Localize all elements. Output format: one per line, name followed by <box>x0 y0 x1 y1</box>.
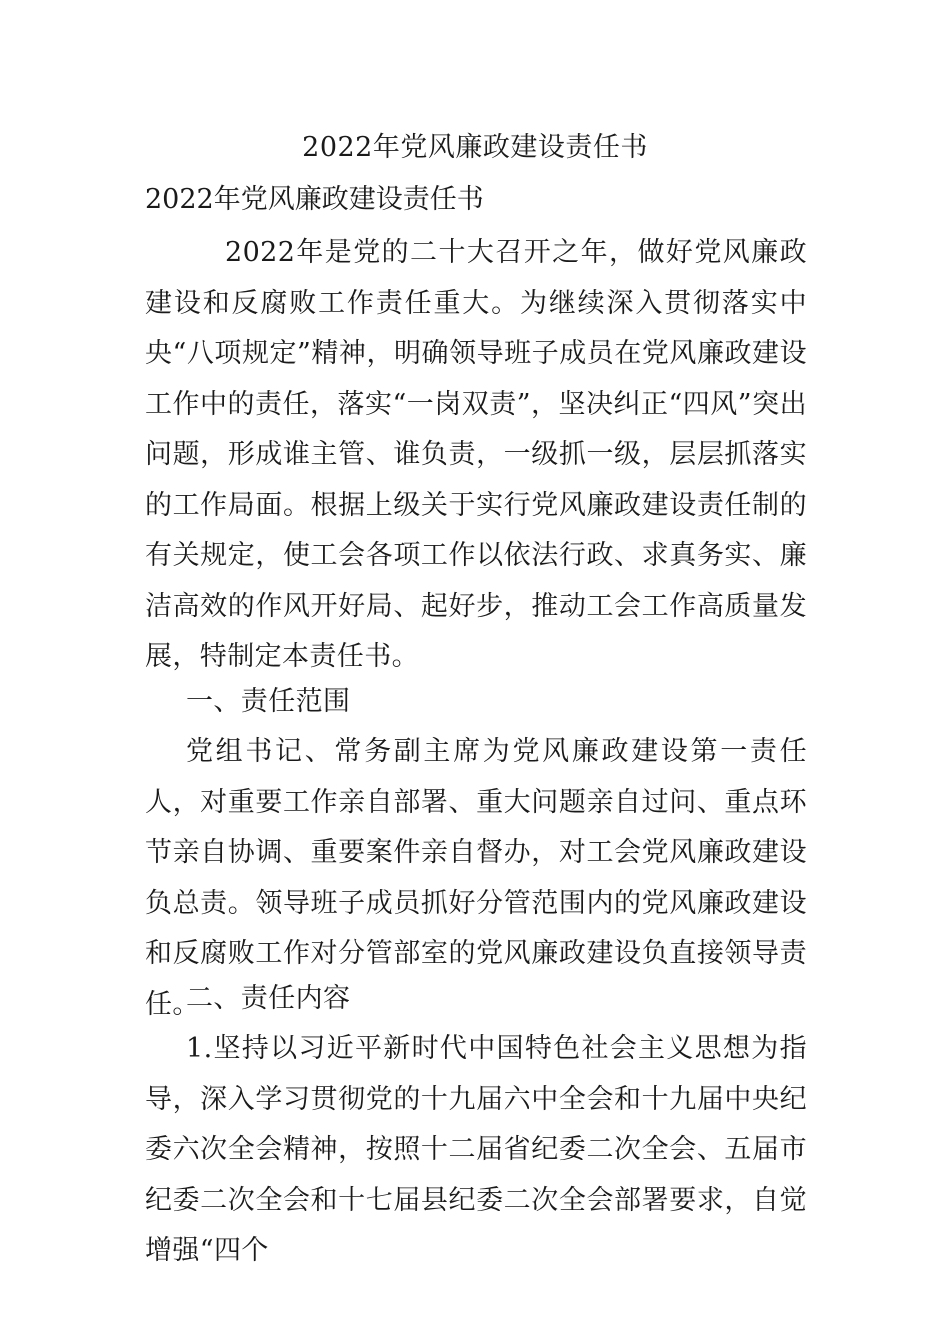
intro-paragraph: 2022年是党的二十大召开之年，做好党风廉政建设和反腐败工作责任重大。为继续深入贯彻落实中央“八项规定”精神，明确领导班子成员在党风廉政建设工作中的责任，落实“一岗双责”，坚决纠正“四风”突出问题，形成谁主管、谁负责，一级抓一级，层层抓落实的工作局面。根据上级关于实行党风廉政建设责任制的有关规定，使工会各项工作以依法行政、求真务实、廉洁高效的作风开好局、起好步，推动工会工作高质量发展，特制定本责任书。 <box>145 237 807 672</box>
section-heading-scope: 一、责任范围 <box>186 686 351 717</box>
document-title: 2022年党风廉政建设责任书 <box>302 132 648 163</box>
section-body-scope: 党组书记、常务副主席为党风廉政建设第一责任人，对重要工作亲自部署、重大问题亲自过问、重点环节亲自协调、重要案件亲自督办，对工会党风廉政建设负总责。领导班子成员抓好分管范围内的党风廉政建设和反腐败工作对分管部室的党风廉政建设负直接领导责任。 <box>145 736 807 1020</box>
section-item-1: 1.坚持以习近平新时代中国特色社会主义思想为指导，深入学习贯彻党的十九届六中全会和十九届中央纪委六次全会精神，按照十二届省纪委二次全会、五届市纪委二次全会和十七届县纪委二次全会部署要求，自觉增强“四个 <box>145 1033 807 1266</box>
document-subtitle: 2022年党风廉政建设责任书 <box>145 184 484 215</box>
section-heading-content: 二、责任内容 <box>186 983 351 1014</box>
